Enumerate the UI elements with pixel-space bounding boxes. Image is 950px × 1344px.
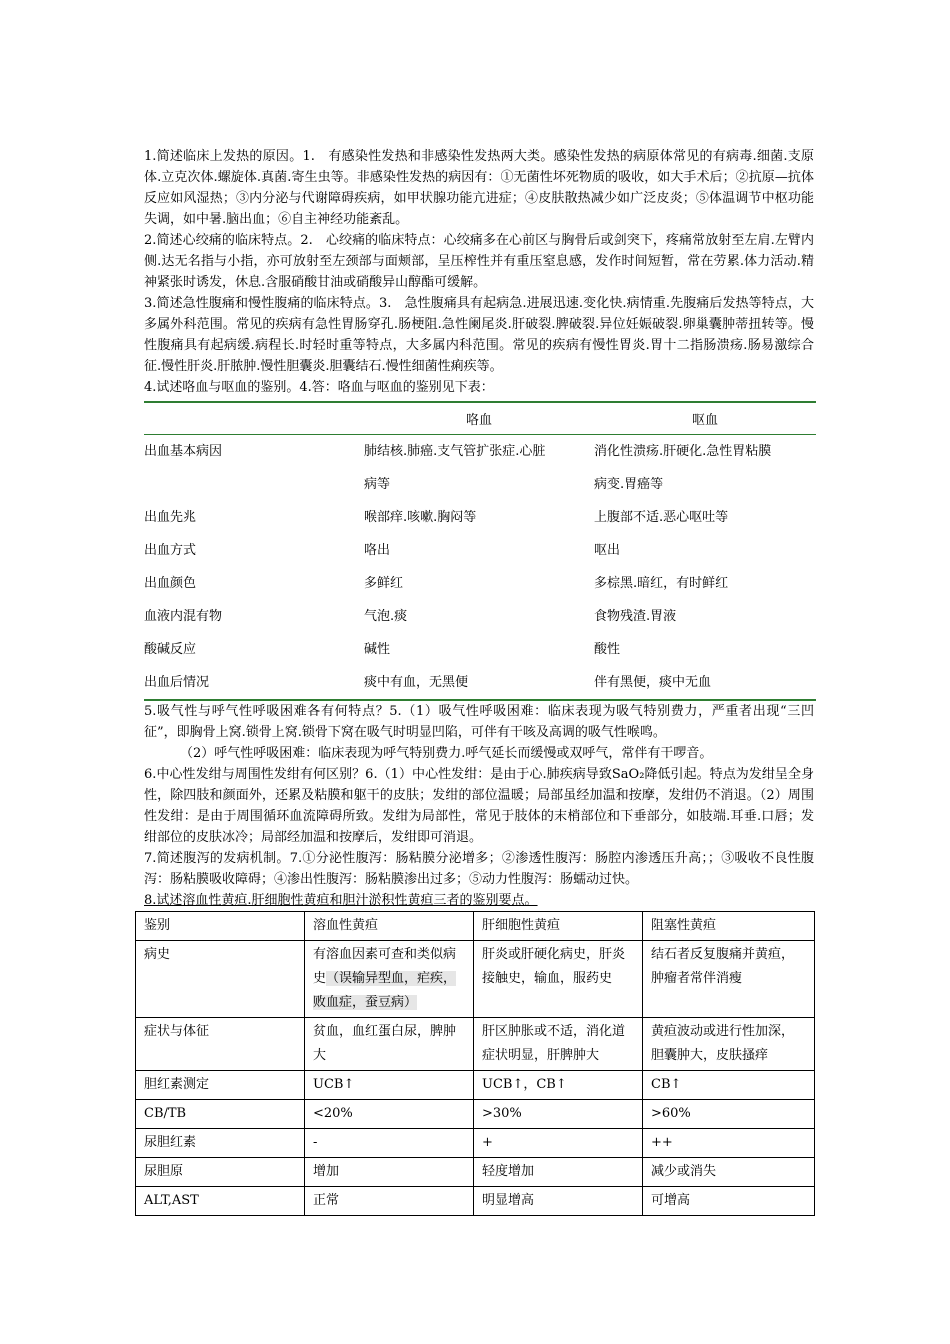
table-header-row <box>136 912 815 941</box>
table-cell: 消化性溃疡.肝硬化.急性胃粘膜 <box>594 444 772 459</box>
table-header-cell: 溶血性黄疸 <box>305 912 474 941</box>
table-cell: 呕出 <box>594 543 621 558</box>
table-row <box>136 1100 815 1129</box>
table-cell: 明显增高 <box>474 1187 643 1216</box>
table-cell: 病等 <box>364 477 391 492</box>
table-row <box>144 666 816 700</box>
table-cell: 出血颜色 <box>144 576 197 591</box>
table-row <box>136 1187 815 1216</box>
table-cell: 痰中有血，无黑便 <box>364 666 594 700</box>
history-highlight: （误输异型血，疟疾，败血症，蚕豆病） <box>313 971 457 1010</box>
table-cell: 伴有黑便，痰中无血 <box>594 666 816 700</box>
table-header-cell: 咯血 <box>364 402 594 435</box>
table-header-cell: 肝细胞性黄疸 <box>474 912 643 941</box>
question-1: 1.简述临床上发热的原因。1. 有感染性发热和非感染性发热两大类。感染性发热的病原体常见的有病毒.细菌.支原体.立克次体.螺旋体.真菌.寄生虫等。非感染性发热的病因有：①无菌性坏死物质的吸收，如大手术后；②抗原—抗体反应如风湿热；③内分泌与代谢障碍疾病，如甲状腺功能亢进症；④皮肤散热减少如广泛皮炎；⑤体温调节中枢功能失调，如中暑.脑出血；⑥自主神经功能紊乱。 <box>144 149 814 227</box>
table-cell: CB/TB <box>136 1100 305 1129</box>
table-cell: 多鲜红 <box>364 576 404 591</box>
question-2: 2.简述心绞痛的临床特点。2. 心绞痛的临床特点：心绞痛多在心前区与胸骨后或剑突下，疼痛常放射至左肩.左臂内侧.达无名指与小指，亦可放射至左颈部与面颊部，呈压榨性并有重压窒息感，发作时间短暂，常在劳累.体力活动.精神紧张时诱发，休息.含服硝酸甘油或硝酸异山醇酯可缓解。 <box>144 233 814 290</box>
table-cell: 出血后情况 <box>144 666 364 700</box>
table-cell: 碱性 <box>364 642 391 657</box>
table-cell <box>305 941 474 1018</box>
table-cell: CB↑ <box>643 1071 815 1100</box>
table-row <box>136 1129 815 1158</box>
table-cell: - <box>305 1129 474 1158</box>
table-row <box>144 534 816 567</box>
table-row <box>144 501 816 534</box>
question-4: 4.试述咯血与呕血的鉴别。4.答：咯血与呕血的鉴别见下表： <box>144 380 494 395</box>
table-header-cell: 阻塞性黄疸 <box>643 912 815 941</box>
document-page <box>144 146 814 1216</box>
table-cell: 黄疸波动或进行性加深，胆囊肿大，皮肤搔痒 <box>643 1018 815 1071</box>
table-cell: 多棕黑.暗红，有时鲜红 <box>594 576 729 591</box>
table-row <box>144 567 816 600</box>
table-cell: >60% <box>643 1100 815 1129</box>
table-header-row <box>144 402 816 435</box>
table-cell: 喉部痒.咳嗽.胸闷等 <box>364 510 477 525</box>
table-cell: ++ <box>643 1129 815 1158</box>
table-header-cell <box>144 402 364 435</box>
table-cell: 结石者反复腹痛并黄疸，肿瘤者常伴消瘦 <box>643 941 815 1018</box>
question-3: 3.简述急性腹痛和慢性腹痛的临床特点。3. 急性腹痛具有起病急.进展迅速.变化快.病情重.先腹痛后发热等特点，大多属外科范围。常见的疾病有急性胃肠穿孔.肠梗阻.急性阑尾炎.肝破裂.脾破裂.异位妊娠破裂.卵巢囊肿蒂扭转等。慢性腹痛具有起病缓.病程长.时轻时重等特点，大多属内科范围。常见的疾病有慢性胃炎.胃十二指肠溃疡.肠易激综合征.慢性肝炎.肝脓肿.慢性胆囊炎.胆囊结石.慢性细菌性痢疾等。 <box>144 296 814 374</box>
table-cell: 出血基本病因 <box>144 444 223 459</box>
table-cell: 贫血，血红蛋白尿，脾肿大 <box>305 1018 474 1071</box>
table-cell: 酸碱反应 <box>144 642 197 657</box>
table-cell: 胆红素测定 <box>136 1071 305 1100</box>
question-5-part-2: （2）呼气性呼吸困难：临床表现为呼气特别费力.呼气延长而缓慢或双呼气，常伴有干啰音。 <box>180 746 713 761</box>
table-cell: 肺结核.肺癌.支气管扩张症.心脏 <box>364 444 546 459</box>
table-cell: 可增高 <box>643 1187 815 1216</box>
table-row <box>136 1071 815 1100</box>
table-cell: + <box>474 1129 643 1158</box>
question-5: 5.吸气性与呼气性呼吸困难各有何特点？5.（1）吸气性呼吸困难：临床表现为吸气特别费力，严重者出现“三凹征”，即胸骨上窝.锁骨上窝.锁骨下窝在吸气时明显凹陷，可伴有干咳及高调的吸气性喉鸣。 <box>144 704 814 740</box>
jaundice-comparison-table <box>135 911 815 1216</box>
table-row <box>144 468 816 501</box>
table-cell: <20% <box>305 1100 474 1129</box>
table-row <box>144 600 816 633</box>
table-row <box>136 1158 815 1187</box>
table-header-cell: 呕血 <box>594 402 816 435</box>
table-cell: 症状与体征 <box>136 1018 305 1071</box>
question-7: 7.简述腹泻的发病机制。7.①分泌性腹泻：肠粘膜分泌增多；②渗透性腹泻：肠腔内渗透压升高；；③吸收不良性腹泻：肠粘膜吸收障碍；④渗出性腹泻：肠粘膜渗出过多；⑤动力性腹泻：肠蠕动过快。 <box>144 851 814 887</box>
table-cell: >30% <box>474 1100 643 1129</box>
table-cell: 出血方式 <box>144 543 197 558</box>
table-cell: 上腹部不适.恶心呕吐等 <box>594 510 729 525</box>
table-cell: 增加 <box>305 1158 474 1187</box>
table-cell: 咯出 <box>364 543 391 558</box>
table-cell: UCB↑ <box>305 1071 474 1100</box>
table-cell: 酸性 <box>594 642 621 657</box>
table-row <box>136 1018 815 1071</box>
table-row <box>136 941 815 1018</box>
table-cell: 尿胆红素 <box>136 1129 305 1158</box>
history-text: 有溶血因素可查和类似病史 <box>313 947 457 986</box>
table-cell: 轻度增加 <box>474 1158 643 1187</box>
table-cell: 气泡.痰 <box>364 609 408 624</box>
table-header-cell: 鉴别 <box>136 912 305 941</box>
hemoptysis-hematemesis-table <box>144 401 816 701</box>
table-cell: 血液内混有物 <box>144 609 223 624</box>
table-row <box>144 435 816 469</box>
table-cell: UCB↑，CB↑ <box>474 1071 643 1100</box>
table-cell: 肝炎或肝硬化病史，肝炎接触史，输血，服药史 <box>474 941 643 1018</box>
table-cell: 出血先兆 <box>144 510 197 525</box>
table-cell: ALT,AST <box>136 1187 305 1216</box>
question-8: 8.试述溶血性黄疸.肝细胞性黄疸和胆汁淤积性黄疸三者的鉴别要点。 <box>144 893 538 908</box>
table-cell: 病史 <box>136 941 305 1018</box>
table-cell: 食物残渣.胃液 <box>594 609 677 624</box>
table-cell: 尿胆原 <box>136 1158 305 1187</box>
table-cell <box>144 468 364 501</box>
table-row <box>144 633 816 666</box>
table-cell: 病变.胃癌等 <box>594 477 664 492</box>
question-6: 6.中心性发绀与周围性发绀有何区别？6.（1）中心性发绀：是由于心.肺疾病导致SaO₂降低引起。特点为发绀呈全身性，除四肢和颜面外，还累及粘膜和躯干的皮肤；发绀的部位温暖；局部虽经加温和按摩，发绀仍不消退。（2）周围性发绀：是由于周围循环血流障碍所致。发绀为局部性，常见于肢体的末梢部位和下垂部分，如肢端.耳垂.口唇；发绀部位的皮肤冰冷；局部经加温和按摩后，发绀即可消退。 <box>144 767 814 845</box>
table-cell: 正常 <box>305 1187 474 1216</box>
table-cell: 肝区肿胀或不适，消化道症状明显，肝脾肿大 <box>474 1018 643 1071</box>
table-cell: 减少或消失 <box>643 1158 815 1187</box>
